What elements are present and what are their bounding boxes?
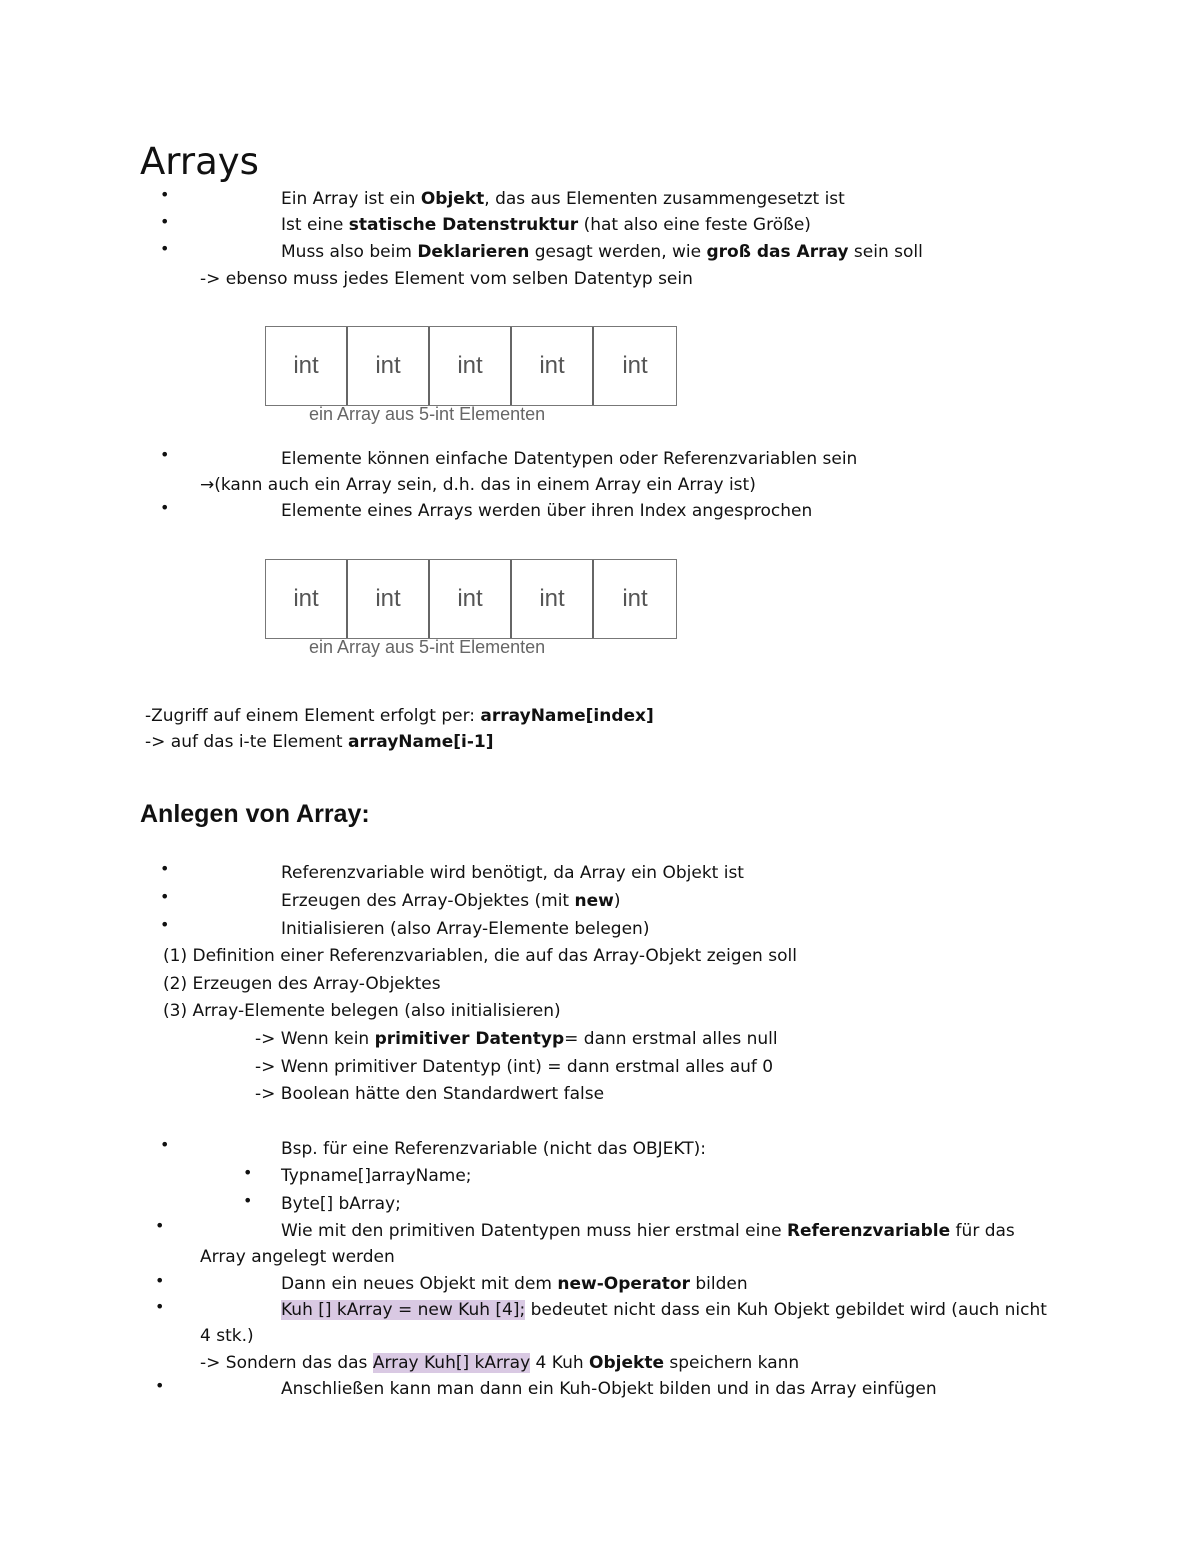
text-segment: gesagt werden, wie bbox=[529, 242, 707, 262]
substep-line bbox=[255, 1028, 778, 1050]
text-segment: -> Sondern das das bbox=[200, 1353, 373, 1373]
bold-text: new-Operator bbox=[557, 1274, 690, 1294]
text-segment: Dann ein neues Objekt mit dem bbox=[281, 1274, 558, 1294]
list-item bbox=[281, 214, 811, 236]
array-cell: int bbox=[266, 327, 348, 405]
list-item: Elemente können einfache Datentypen oder Referenzvariablen sein bbox=[281, 449, 858, 469]
array-diagram bbox=[265, 559, 677, 658]
text-segment: -> auf das i-te Element bbox=[145, 732, 349, 752]
array-cell: int bbox=[430, 327, 512, 405]
list-item bbox=[281, 890, 620, 912]
substep-line: -> Wenn primitiver Datentyp (int) = dann erstmal alles auf 0 bbox=[255, 1057, 774, 1077]
array-cell: int bbox=[622, 585, 648, 612]
list-item bbox=[281, 1299, 1047, 1321]
bold-text: Referenzvariable bbox=[786, 1221, 951, 1241]
text-segment: Erzeugen des Array-Objektes (mit bbox=[281, 891, 575, 911]
bullet-icon: • bbox=[160, 887, 170, 906]
page-title: Arrays bbox=[140, 140, 259, 183]
text-segment: Muss also beim bbox=[281, 242, 418, 262]
bold-text: new bbox=[574, 891, 614, 911]
text-segment: für das bbox=[950, 1221, 1015, 1241]
list-item bbox=[281, 188, 845, 210]
text-segment: -Zugriff auf einem Element erfolgt per: bbox=[145, 706, 481, 726]
access-line bbox=[145, 731, 493, 753]
array-cell: int bbox=[512, 560, 594, 638]
bullet-icon: • bbox=[243, 1163, 253, 1182]
highlighted-text: Array Kuh[] kArray bbox=[372, 1353, 531, 1373]
list-item: Referenzvariable wird benötigt, da Array ein Objekt ist bbox=[281, 863, 744, 883]
array-cell: int bbox=[348, 327, 430, 405]
text-segment: = dann erstmal alles null bbox=[564, 1029, 778, 1049]
bold-text: Objekte bbox=[589, 1353, 664, 1373]
array-cell: int bbox=[348, 560, 430, 638]
bullet-icon: • bbox=[160, 445, 170, 464]
section-heading: Anlegen von Array: bbox=[140, 800, 370, 828]
array-cell: int bbox=[512, 327, 594, 405]
bold-text: primitiver Datentyp bbox=[374, 1029, 565, 1049]
array-cell: int bbox=[622, 352, 648, 379]
bullet-icon: • bbox=[160, 239, 170, 258]
text-segment: Wie mit den primitiven Datentypen muss hier erstmal eine bbox=[281, 1221, 787, 1241]
bullet-icon: • bbox=[155, 1297, 165, 1316]
list-note bbox=[200, 474, 756, 496]
bullet-icon: • bbox=[243, 1191, 253, 1210]
list-note-text: (kann auch ein Array sein, d.h. das in einem Array ein Array ist) bbox=[214, 475, 756, 495]
array-cells bbox=[265, 326, 677, 406]
bold-text: Objekt bbox=[420, 189, 485, 209]
array-cell: int bbox=[430, 560, 512, 638]
list-item: Elemente eines Arrays werden über ihren Index angesprochen bbox=[281, 501, 813, 521]
array-cell: int bbox=[266, 560, 348, 638]
bullet-icon: • bbox=[160, 1135, 170, 1154]
step-line: (3) Array-Elemente belegen (also initialisieren) bbox=[163, 1001, 561, 1021]
list-item-cont bbox=[200, 1352, 799, 1374]
text-segment: Ein Array ist ein bbox=[281, 189, 421, 209]
list-note: -> ebenso muss jedes Element vom selben Datentyp sein bbox=[200, 269, 693, 289]
text-segment: speichern kann bbox=[664, 1353, 800, 1373]
diagram-caption: ein Array aus 5-int Elementen bbox=[309, 404, 546, 424]
list-item-cont: 4 stk.) bbox=[200, 1326, 254, 1346]
bullet-icon: • bbox=[155, 1376, 165, 1395]
access-line bbox=[145, 705, 654, 727]
text-segment: (hat also eine feste Größe) bbox=[578, 215, 811, 235]
list-item: Bsp. für eine Referenzvariable (nicht das OBJEKT): bbox=[281, 1139, 706, 1159]
substep-line: -> Boolean hätte den Standardwert false bbox=[255, 1084, 605, 1104]
bullet-icon: • bbox=[160, 498, 170, 517]
bold-text: arrayName[index] bbox=[480, 706, 654, 726]
text-segment: bedeutet nicht dass ein Kuh Objekt gebildet wird (auch nicht bbox=[525, 1300, 1047, 1320]
diagram-caption: ein Array aus 5-int Elementen bbox=[309, 637, 546, 657]
arrow-icon: → bbox=[200, 475, 215, 495]
bold-text: statische Datenstruktur bbox=[348, 215, 579, 235]
array-diagram bbox=[265, 326, 677, 425]
list-item-cont: Array angelegt werden bbox=[200, 1247, 395, 1267]
text-segment: 4 Kuh bbox=[530, 1353, 590, 1373]
text-segment: sein soll bbox=[848, 242, 923, 262]
bullet-icon: • bbox=[155, 1216, 165, 1235]
list-subitem: Typname[]arrayName; bbox=[281, 1166, 472, 1186]
bullet-icon: • bbox=[160, 859, 170, 878]
text-segment: ) bbox=[613, 891, 621, 911]
list-item bbox=[281, 1220, 1015, 1242]
highlighted-text: Kuh [] kArray = new Kuh [4]; bbox=[281, 1300, 526, 1320]
text-segment: -> Wenn kein bbox=[255, 1029, 375, 1049]
list-item bbox=[281, 1273, 748, 1295]
text-segment: Ist eine bbox=[281, 215, 349, 235]
bold-text: Deklarieren bbox=[417, 242, 530, 262]
list-item bbox=[281, 241, 923, 263]
bullet-icon: • bbox=[160, 915, 170, 934]
list-item: Initialisieren (also Array-Elemente belegen) bbox=[281, 919, 650, 939]
array-cells bbox=[265, 559, 677, 639]
text-segment: bilden bbox=[689, 1274, 748, 1294]
list-item: Anschließen kann man dann ein Kuh-Objekt bilden und in das Array einfügen bbox=[281, 1379, 937, 1399]
list-subitem: Byte[] bArray; bbox=[281, 1194, 401, 1214]
bullet-icon: • bbox=[160, 212, 170, 231]
step-line: (1) Definition einer Referenzvariablen, die auf das Array-Objekt zeigen soll bbox=[163, 946, 797, 966]
bullet-icon: • bbox=[160, 185, 170, 204]
bold-text: arrayName[i-1] bbox=[348, 732, 494, 752]
bullet-icon: • bbox=[155, 1271, 165, 1290]
bold-text: groß das Array bbox=[706, 242, 849, 262]
text-segment: , das aus Elementen zusammengesetzt ist bbox=[484, 189, 845, 209]
step-line: (2) Erzeugen des Array-Objektes bbox=[163, 974, 441, 994]
